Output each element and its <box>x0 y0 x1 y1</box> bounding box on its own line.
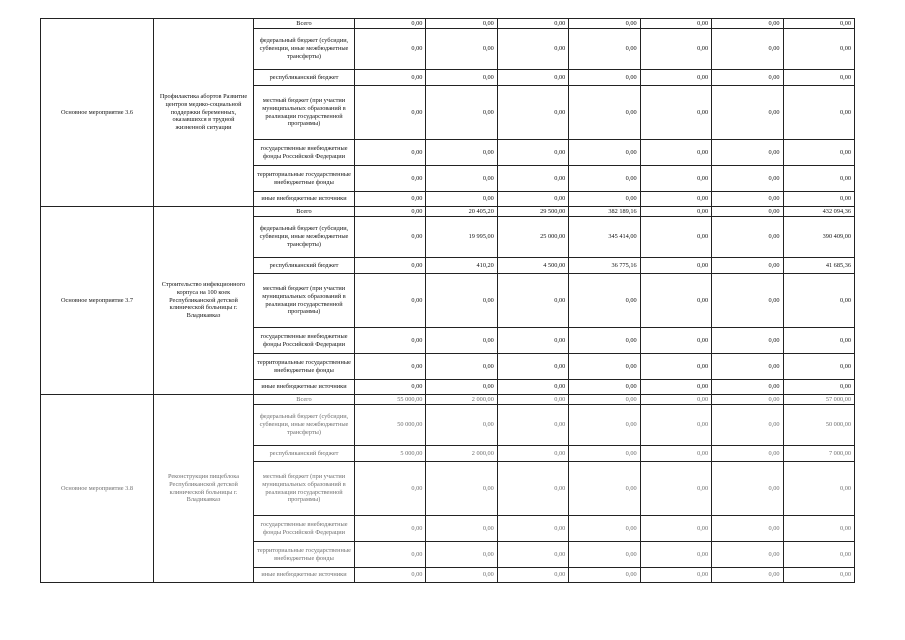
amount-cell: 0,00 <box>640 380 711 395</box>
amount-cell: 0,00 <box>783 462 854 516</box>
amount-cell: 0,00 <box>355 140 426 166</box>
amount-cell: 0,00 <box>712 19 783 29</box>
amount-cell: 0,00 <box>640 568 711 583</box>
amount-cell: 0,00 <box>497 29 568 70</box>
amount-cell: 410,20 <box>426 258 497 274</box>
amount-cell: 0,00 <box>569 446 640 462</box>
funding-source-cell: территориальные государственные внебюджетные фонды <box>254 542 355 568</box>
amount-cell: 0,00 <box>426 516 497 542</box>
amount-cell: 0,00 <box>426 328 497 354</box>
amount-cell: 0,00 <box>712 192 783 207</box>
amount-cell: 0,00 <box>640 19 711 29</box>
amount-cell: 0,00 <box>783 542 854 568</box>
amount-cell: 0,00 <box>640 217 711 258</box>
amount-cell: 0,00 <box>569 192 640 207</box>
amount-cell: 0,00 <box>426 86 497 140</box>
funding-source-cell: местный бюджет (при участии муниципальных образований в реализации государственной программы) <box>254 86 355 140</box>
amount-cell: 0,00 <box>783 140 854 166</box>
funding-source-cell: Всего <box>254 207 355 217</box>
amount-cell: 0,00 <box>640 462 711 516</box>
amount-cell: 50 000,00 <box>355 405 426 446</box>
amount-cell: 2 000,00 <box>426 395 497 405</box>
amount-cell: 0,00 <box>355 19 426 29</box>
amount-cell: 0,00 <box>783 86 854 140</box>
amount-cell: 0,00 <box>712 166 783 192</box>
amount-cell: 0,00 <box>355 380 426 395</box>
amount-cell: 0,00 <box>497 140 568 166</box>
amount-cell: 0,00 <box>569 354 640 380</box>
amount-cell: 0,00 <box>640 258 711 274</box>
amount-cell: 0,00 <box>355 354 426 380</box>
amount-cell: 0,00 <box>569 140 640 166</box>
amount-cell: 0,00 <box>497 166 568 192</box>
amount-cell: 0,00 <box>640 446 711 462</box>
amount-cell: 0,00 <box>355 462 426 516</box>
amount-cell: 0,00 <box>712 542 783 568</box>
amount-cell: 0,00 <box>569 19 640 29</box>
amount-cell: 50 000,00 <box>783 405 854 446</box>
amount-cell: 345 414,00 <box>569 217 640 258</box>
funding-source-cell: Всего <box>254 19 355 29</box>
funding-source-cell: федеральный бюджет (субсидии, субвенции, иные межбюджетные трансферты) <box>254 29 355 70</box>
amount-cell: 432 094,36 <box>783 207 854 217</box>
amount-cell: 0,00 <box>640 86 711 140</box>
amount-cell: 0,00 <box>497 19 568 29</box>
amount-cell: 0,00 <box>783 29 854 70</box>
amount-cell: 57 000,00 <box>783 395 854 405</box>
amount-cell: 0,00 <box>640 29 711 70</box>
amount-cell: 0,00 <box>497 328 568 354</box>
amount-cell: 0,00 <box>712 380 783 395</box>
amount-cell: 0,00 <box>355 166 426 192</box>
amount-cell: 0,00 <box>783 380 854 395</box>
amount-cell: 0,00 <box>783 70 854 86</box>
amount-cell: 0,00 <box>569 380 640 395</box>
amount-cell: 0,00 <box>497 380 568 395</box>
amount-cell: 0,00 <box>640 274 711 328</box>
amount-cell: 0,00 <box>426 274 497 328</box>
amount-cell: 41 685,36 <box>783 258 854 274</box>
event-cell: Основное мероприятие 3.8 <box>41 395 154 583</box>
amount-cell: 0,00 <box>712 29 783 70</box>
event-name-cell: Строительство инфекционного корпуса на 100 коек Республиканской детской клинической больницы г. Владикавказ <box>154 207 254 395</box>
amount-cell: 0,00 <box>783 568 854 583</box>
amount-cell: 0,00 <box>497 405 568 446</box>
amount-cell: 4 500,00 <box>497 258 568 274</box>
budget-table-body <box>41 19 855 583</box>
amount-cell: 0,00 <box>569 86 640 140</box>
amount-cell: 0,00 <box>783 192 854 207</box>
amount-cell: 0,00 <box>426 29 497 70</box>
funding-source-cell: государственные внебюджетные фонды Российской Федерации <box>254 140 355 166</box>
table-row <box>41 19 855 29</box>
amount-cell: 0,00 <box>426 166 497 192</box>
funding-source-cell: федеральный бюджет (субсидии, субвенции, иные межбюджетные трансферты) <box>254 217 355 258</box>
funding-source-cell: Всего <box>254 395 355 405</box>
amount-cell: 55 000,00 <box>355 395 426 405</box>
amount-cell: 0,00 <box>497 354 568 380</box>
amount-cell: 0,00 <box>355 516 426 542</box>
event-cell: Основное мероприятие 3.6 <box>41 19 154 207</box>
amount-cell: 0,00 <box>355 568 426 583</box>
amount-cell: 0,00 <box>355 86 426 140</box>
amount-cell: 0,00 <box>569 274 640 328</box>
amount-cell: 0,00 <box>497 86 568 140</box>
amount-cell: 0,00 <box>426 140 497 166</box>
funding-source-cell: иные внебюджетные источники <box>254 192 355 207</box>
amount-cell: 0,00 <box>712 86 783 140</box>
amount-cell: 0,00 <box>497 70 568 86</box>
amount-cell: 0,00 <box>355 274 426 328</box>
amount-cell: 0,00 <box>712 354 783 380</box>
amount-cell: 0,00 <box>712 462 783 516</box>
amount-cell: 0,00 <box>712 207 783 217</box>
amount-cell: 0,00 <box>712 140 783 166</box>
amount-cell: 19 995,00 <box>426 217 497 258</box>
amount-cell: 0,00 <box>640 516 711 542</box>
amount-cell: 0,00 <box>497 274 568 328</box>
amount-cell: 0,00 <box>355 29 426 70</box>
funding-source-cell: иные внебюджетные источники <box>254 380 355 395</box>
amount-cell: 0,00 <box>712 328 783 354</box>
funding-source-cell: иные внебюджетные источники <box>254 568 355 583</box>
amount-cell: 0,00 <box>569 29 640 70</box>
funding-source-cell: территориальные государственные внебюджетные фонды <box>254 354 355 380</box>
amount-cell: 0,00 <box>640 328 711 354</box>
amount-cell: 0,00 <box>569 568 640 583</box>
amount-cell: 0,00 <box>355 207 426 217</box>
amount-cell: 0,00 <box>569 542 640 568</box>
amount-cell: 0,00 <box>426 405 497 446</box>
amount-cell: 0,00 <box>640 405 711 446</box>
amount-cell: 0,00 <box>783 166 854 192</box>
amount-cell: 0,00 <box>712 395 783 405</box>
amount-cell: 0,00 <box>640 140 711 166</box>
amount-cell: 0,00 <box>783 354 854 380</box>
amount-cell: 0,00 <box>497 446 568 462</box>
table-row <box>41 395 855 405</box>
funding-source-cell: государственные внебюджетные фонды Российской Федерации <box>254 328 355 354</box>
amount-cell: 2 000,00 <box>426 446 497 462</box>
event-cell: Основное мероприятие 3.7 <box>41 207 154 395</box>
funding-source-cell: республиканский бюджет <box>254 446 355 462</box>
amount-cell: 0,00 <box>355 258 426 274</box>
funding-source-cell: территориальные государственные внебюджетные фонды <box>254 166 355 192</box>
amount-cell: 36 775,16 <box>569 258 640 274</box>
amount-cell: 0,00 <box>640 166 711 192</box>
amount-cell: 0,00 <box>569 166 640 192</box>
amount-cell: 0,00 <box>712 405 783 446</box>
amount-cell: 29 500,00 <box>497 207 568 217</box>
amount-cell: 0,00 <box>497 568 568 583</box>
amount-cell: 0,00 <box>497 462 568 516</box>
event-name-cell: Реконструкция пищеблока Республиканской детской клинической больницы г. Владикавказ <box>154 395 254 583</box>
amount-cell: 0,00 <box>712 70 783 86</box>
amount-cell: 20 405,20 <box>426 207 497 217</box>
amount-cell: 0,00 <box>783 19 854 29</box>
amount-cell: 0,00 <box>569 70 640 86</box>
amount-cell: 0,00 <box>426 70 497 86</box>
funding-source-cell: местный бюджет (при участии муниципальных образований в реализации государственной программы) <box>254 462 355 516</box>
amount-cell: 0,00 <box>640 395 711 405</box>
amount-cell: 0,00 <box>497 516 568 542</box>
amount-cell: 0,00 <box>426 542 497 568</box>
amount-cell: 0,00 <box>426 462 497 516</box>
amount-cell: 7 000,00 <box>783 446 854 462</box>
amount-cell: 0,00 <box>640 70 711 86</box>
amount-cell: 0,00 <box>426 380 497 395</box>
funding-source-cell: республиканский бюджет <box>254 258 355 274</box>
amount-cell: 0,00 <box>569 516 640 542</box>
event-name-cell: Профилактика абортов Развитие центров медико-социальной поддержки беременных, оказавшихся в трудной жизненной ситуации <box>154 19 254 207</box>
amount-cell: 0,00 <box>497 192 568 207</box>
amount-cell: 0,00 <box>712 568 783 583</box>
amount-cell: 0,00 <box>640 354 711 380</box>
amount-cell: 0,00 <box>640 207 711 217</box>
amount-cell: 0,00 <box>569 405 640 446</box>
amount-cell: 0,00 <box>355 217 426 258</box>
amount-cell: 25 000,00 <box>497 217 568 258</box>
amount-cell: 0,00 <box>569 462 640 516</box>
amount-cell: 0,00 <box>783 328 854 354</box>
amount-cell: 0,00 <box>712 516 783 542</box>
amount-cell: 0,00 <box>569 395 640 405</box>
amount-cell: 0,00 <box>640 192 711 207</box>
amount-cell: 0,00 <box>426 354 497 380</box>
amount-cell: 0,00 <box>426 19 497 29</box>
amount-cell: 0,00 <box>712 258 783 274</box>
amount-cell: 0,00 <box>783 274 854 328</box>
budget-table <box>40 18 855 583</box>
amount-cell: 0,00 <box>355 542 426 568</box>
amount-cell: 382 189,16 <box>569 207 640 217</box>
amount-cell: 0,00 <box>783 516 854 542</box>
amount-cell: 0,00 <box>426 568 497 583</box>
amount-cell: 0,00 <box>355 70 426 86</box>
amount-cell: 0,00 <box>355 192 426 207</box>
amount-cell: 0,00 <box>497 542 568 568</box>
table-row <box>41 207 855 217</box>
funding-source-cell: государственные внебюджетные фонды Российской Федерации <box>254 516 355 542</box>
amount-cell: 0,00 <box>426 192 497 207</box>
amount-cell: 390 409,00 <box>783 217 854 258</box>
amount-cell: 0,00 <box>640 542 711 568</box>
amount-cell: 0,00 <box>497 395 568 405</box>
amount-cell: 0,00 <box>569 328 640 354</box>
amount-cell: 0,00 <box>712 274 783 328</box>
amount-cell: 5 000,00 <box>355 446 426 462</box>
amount-cell: 0,00 <box>712 446 783 462</box>
funding-source-cell: местный бюджет (при участии муниципальных образований в реализации государственной программы) <box>254 274 355 328</box>
funding-source-cell: федеральный бюджет (субсидии, субвенции, иные межбюджетные трансферты) <box>254 405 355 446</box>
amount-cell: 0,00 <box>355 328 426 354</box>
funding-source-cell: республиканский бюджет <box>254 70 355 86</box>
amount-cell: 0,00 <box>712 217 783 258</box>
